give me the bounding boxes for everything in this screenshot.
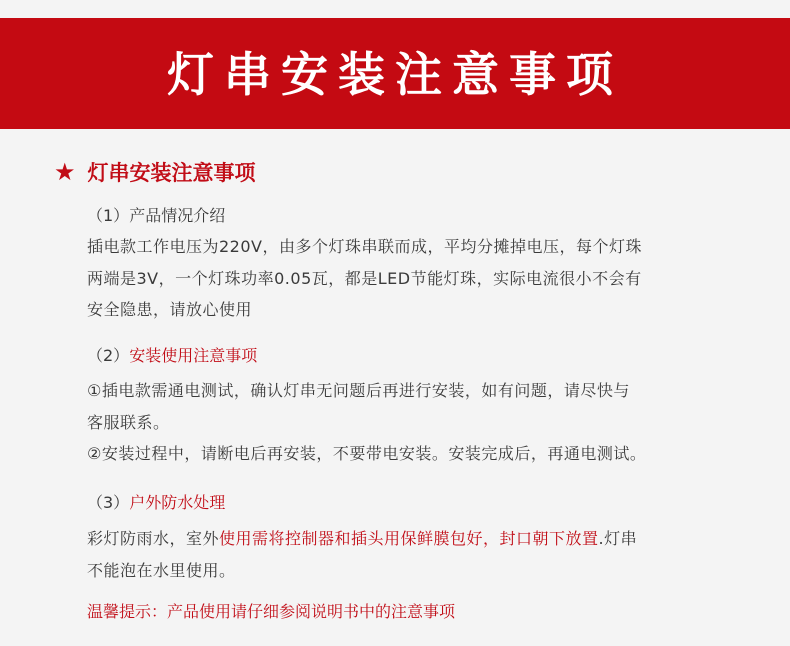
section-heading — [54, 157, 256, 187]
item3-paragraph — [87, 523, 747, 586]
item2-line: 客服联系。 — [87, 412, 170, 432]
item3-highlight: 使用需将控制器和插头用保鲜膜包好，封口朝下放置 — [219, 529, 599, 548]
banner-title: 灯串安装注意事项 — [167, 48, 623, 103]
item1-line: 两端是3V，一个灯珠功率0.05瓦，都是LED节能灯珠，实际电流很小不会有 — [87, 268, 642, 288]
item3-line: 不能泡在水里使用。 — [87, 560, 236, 580]
item2-line: ②安装过程中，请断电后再安装，不要带电安装。安装完成后，再通电测试。 — [87, 444, 647, 463]
warm-tip: 温馨提示：产品使用请仔细参阅说明书中的注意事项 — [87, 602, 456, 621]
item3-title: 户外防水处理 — [129, 493, 226, 512]
title-banner — [0, 18, 790, 129]
item2-heading — [87, 343, 257, 366]
item1-paragraph — [87, 231, 747, 326]
item1-heading — [87, 203, 225, 226]
section-title: 灯串安装注意事项 — [87, 161, 256, 185]
item2-paragraph — [87, 375, 747, 470]
item3-line — [87, 523, 747, 555]
star-icon: ★ — [54, 158, 76, 186]
item2-number: （2） — [87, 346, 130, 365]
item1-number: （1） — [87, 206, 130, 225]
item1-line: 安全隐患，请放心使用 — [87, 300, 253, 319]
item3-number: （3） — [87, 493, 130, 512]
item1-title: 产品情况介绍 — [129, 206, 226, 225]
item3-text: 彩灯防雨水，室外 — [87, 529, 220, 548]
item2-title: 安装使用注意事项 — [129, 346, 258, 365]
item3-heading — [87, 490, 225, 513]
item1-line: 插电款工作电压为220V，由多个灯珠串联而成，平均分摊掉电压，每个灯珠 — [87, 237, 642, 256]
item3-text-end: .灯串 — [598, 529, 638, 548]
item2-line: ①插电款需通电测试，确认灯串无问题后再进行安装，如有问题，请尽快与 — [87, 381, 630, 400]
